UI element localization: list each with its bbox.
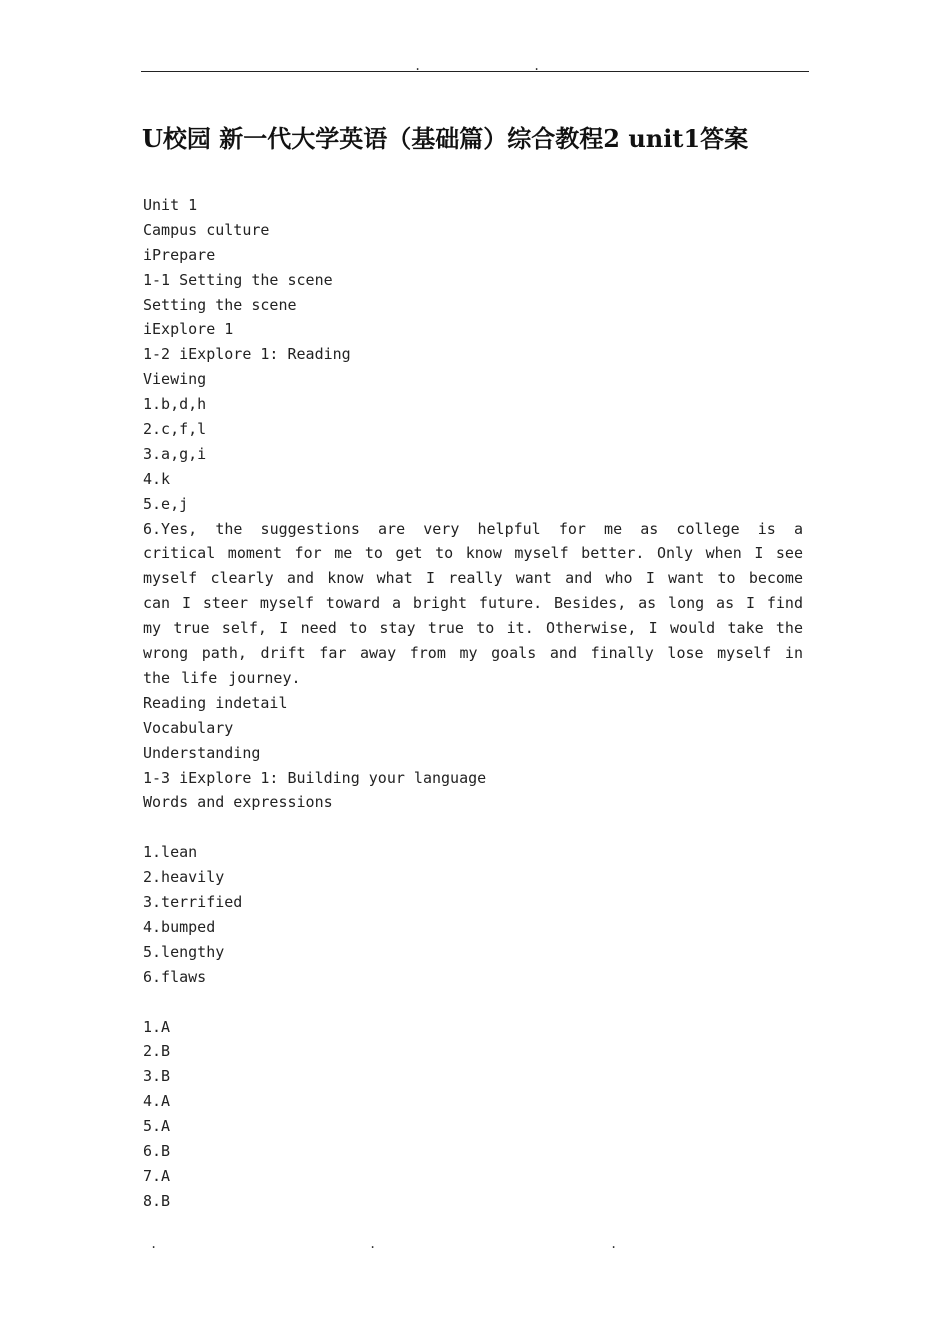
viewing-answer: 5.e,j (143, 494, 189, 513)
word-answer: 6.flaws (143, 967, 207, 986)
understanding-label: Understanding (143, 743, 261, 762)
header-dot: . (533, 59, 541, 73)
choice-answer: 7.A (143, 1166, 171, 1185)
choice-answer: 6.B (143, 1141, 171, 1160)
footer-dot: . (150, 1237, 158, 1251)
viewing-answer: 4.k (143, 469, 171, 488)
word-answer: 1.lean (143, 843, 198, 862)
word-answer: 4.bumped (143, 917, 216, 936)
choice-answer: 1.A (143, 1017, 171, 1036)
section-explore: iExplore 1 (143, 320, 234, 339)
item-1-1-sub: Setting the scene (143, 295, 297, 314)
footer-dot: . (610, 1237, 618, 1251)
header-rule (141, 71, 809, 72)
item-1-3: 1-3 iExplore 1: Building your language (143, 768, 487, 787)
choice-answer: 4.A (143, 1092, 171, 1111)
viewing-answer: 3.a,g,i (143, 444, 207, 463)
choice-answer: 8.B (143, 1191, 171, 1210)
vocabulary-label: Vocabulary (143, 718, 234, 737)
footer-dot: . (369, 1237, 377, 1251)
item-1-1: 1-1 Setting the scene (143, 270, 333, 289)
word-answer: 3.terrified (143, 893, 243, 912)
item-1-2: 1-2 iExplore 1: Reading (143, 345, 351, 364)
choice-answer: 2.B (143, 1042, 171, 1061)
document-body (143, 193, 803, 1214)
unit-topic: Campus culture (143, 220, 270, 239)
words-expressions-label: Words and expressions (143, 793, 333, 812)
word-answer: 2.heavily (143, 868, 225, 887)
viewing-label: Viewing (143, 370, 207, 389)
unit-heading: Unit 1 (143, 196, 198, 214)
viewing-answer: 2.c,f,l (143, 420, 207, 439)
spacer (143, 990, 803, 1015)
spacer (143, 815, 803, 840)
word-answer: 5.lengthy (143, 942, 225, 961)
viewing-answer-paragraph: 6.Yes, the suggestions are very helpful for me as college is a critical moment for me to get to know myself better. Only when I see myself clearly and know what I really want and who I want to become can I steer myself toward a bright future. Besides, as long as I find my true self, I need to stay true to it. Otherwise, I would take the wrong path, drift far away from my goals and finally lose myself in the life journey. (143, 519, 803, 688)
reading-indetail: Reading indetail (143, 693, 288, 712)
choice-answer: 3.B (143, 1067, 171, 1086)
page-title: U校园 新一代大学英语（基础篇）综合教程2 unit1答案 (142, 124, 749, 153)
section-prepare: iPrepare (143, 245, 216, 264)
header-dot: . (414, 59, 422, 73)
viewing-answer: 1.b,d,h (143, 395, 207, 414)
choice-answer: 5.A (143, 1117, 171, 1136)
